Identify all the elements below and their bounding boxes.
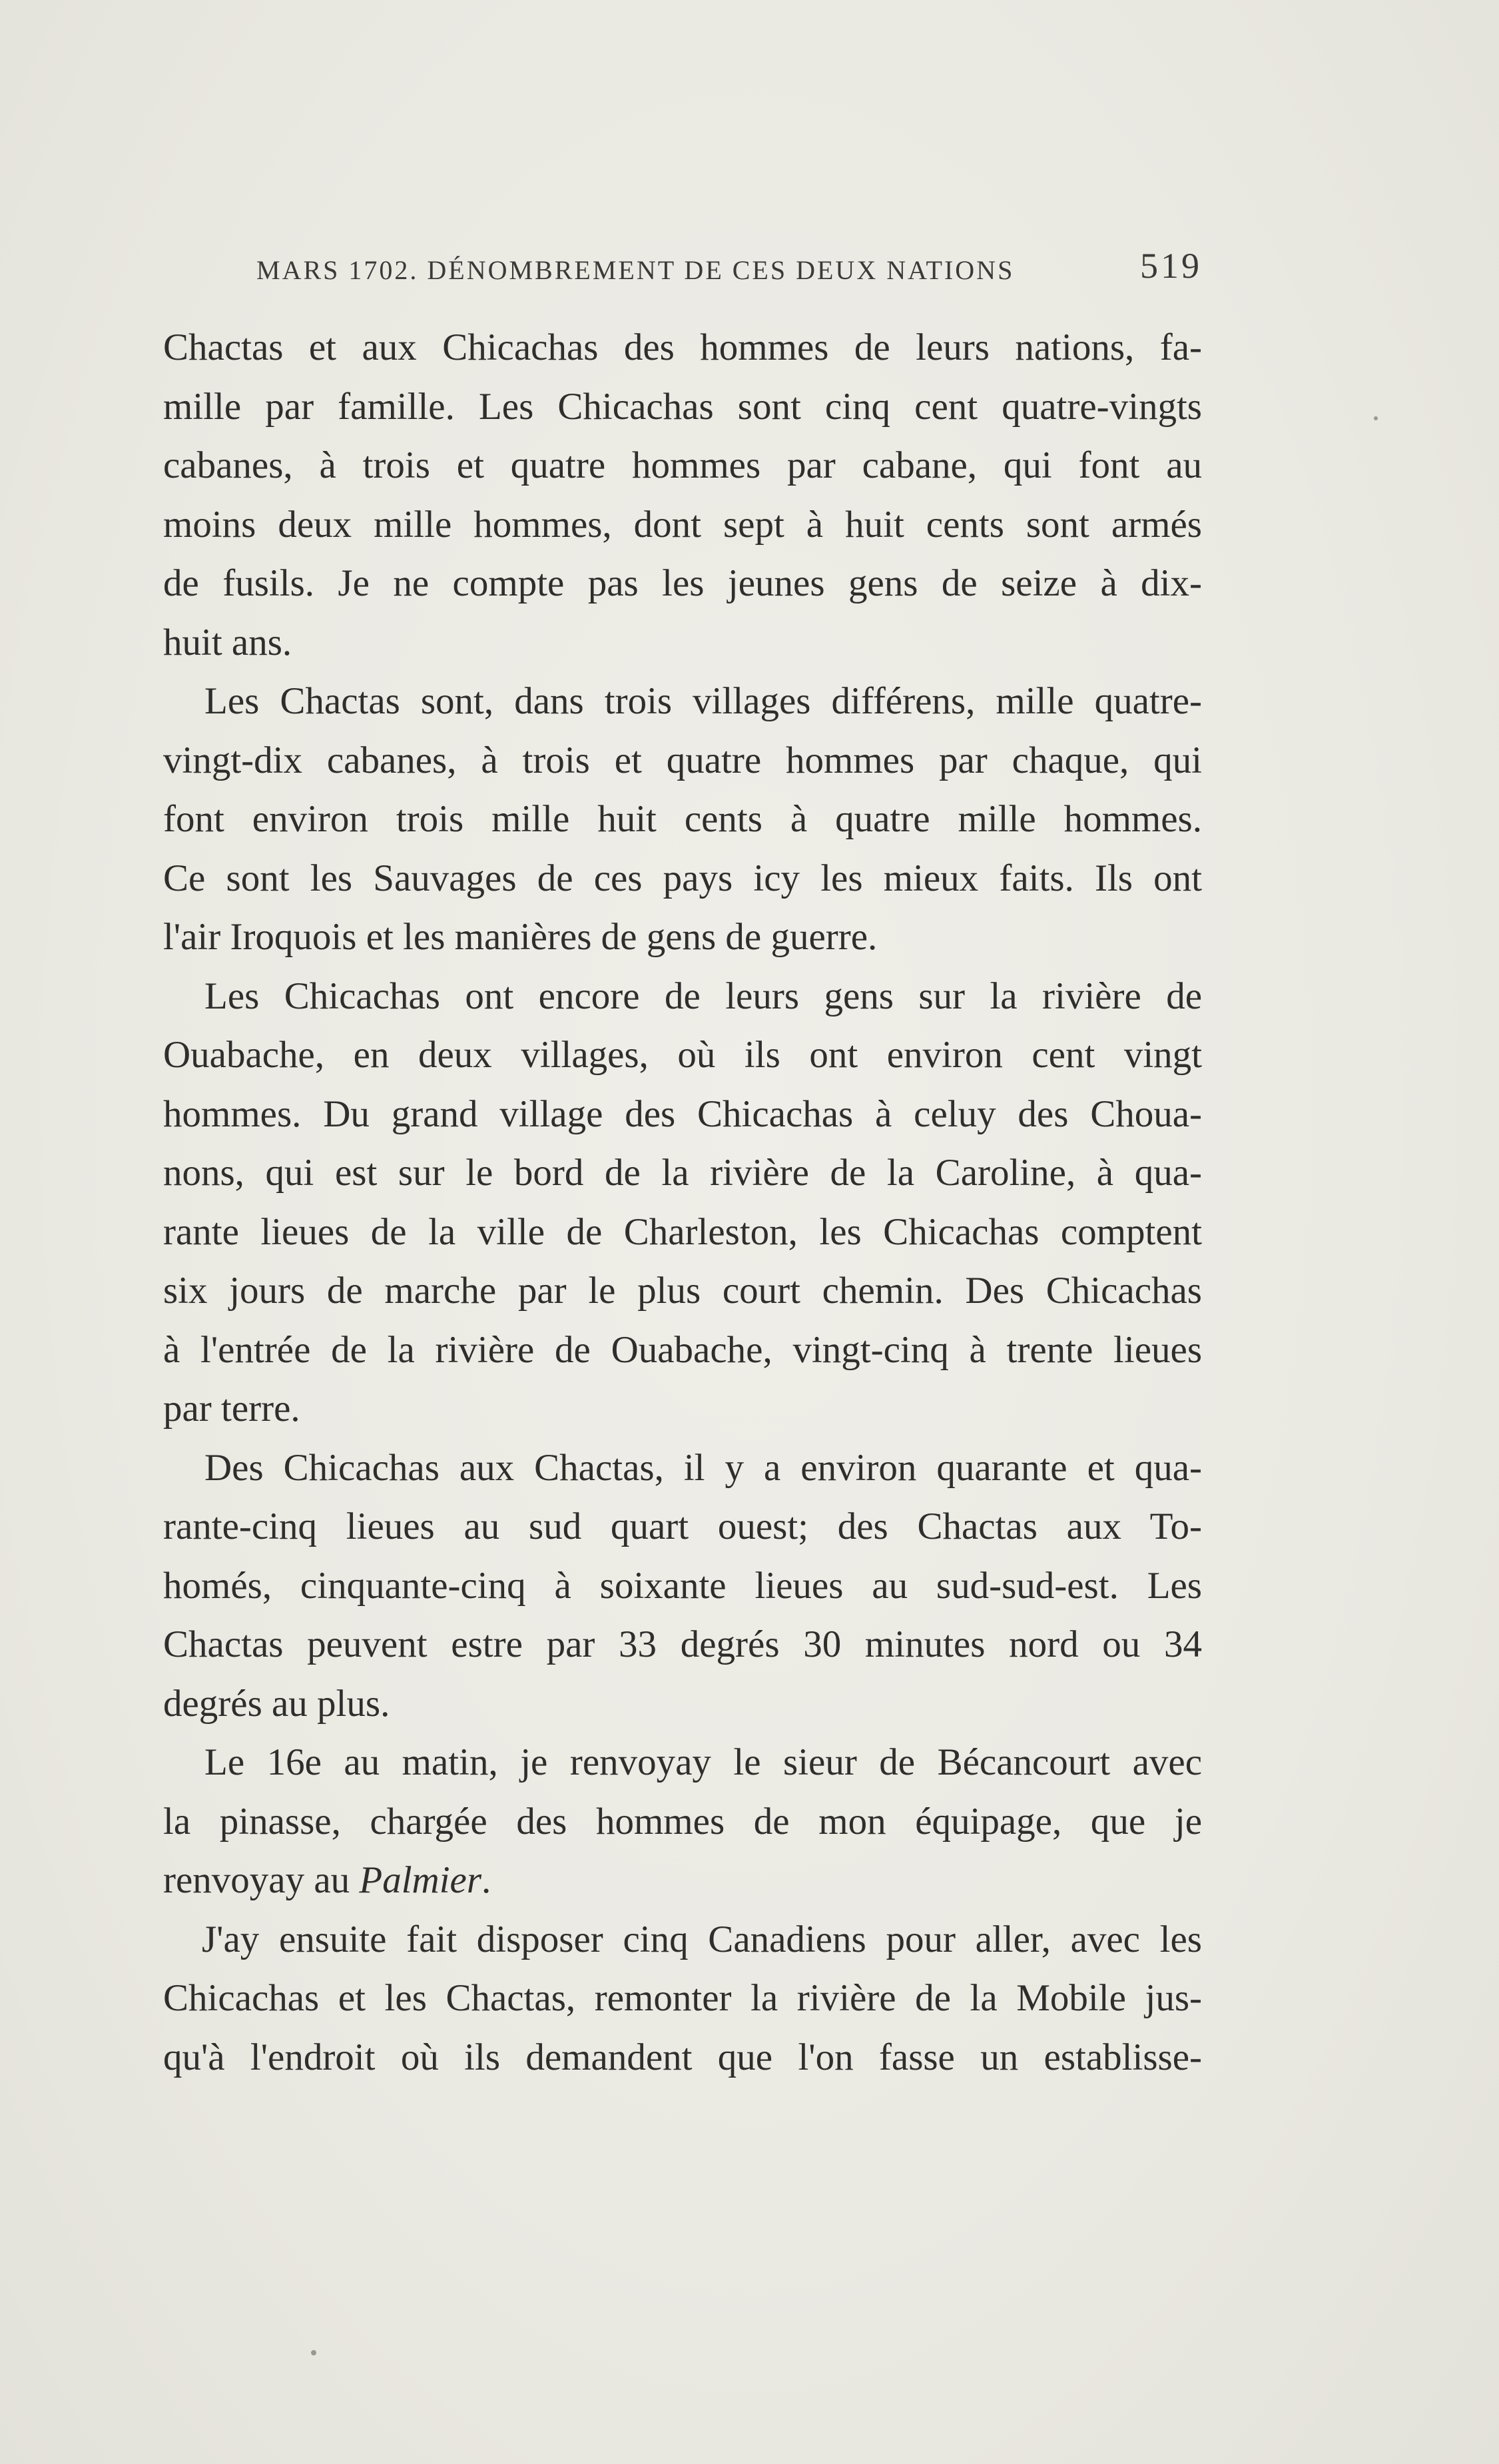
running-head (256, 245, 1202, 292)
paragraph (163, 967, 1202, 1439)
paper-speck (311, 2350, 316, 2355)
text-line: la pinasse, chargée des hommes de mon équipage, que je (163, 1800, 1202, 1843)
text-line: Chicachas et les Chactas, remonter la rivière de la Mobile jus- (163, 1977, 1202, 2019)
text-line: Le 16e au matin, je renvoyay le sieur de Bécancourt avec (204, 1741, 1202, 1783)
text-line: moins deux mille hommes, dont sept à huit cents sont armés (163, 503, 1202, 546)
text-line (163, 1851, 1202, 1910)
body-text (163, 318, 1202, 2087)
text-line: rante-cinq lieues au sud quart ouest; des Chactas aux To- (163, 1505, 1202, 1547)
text-line: l'air Iroquois et les manières de gens de guerre. (163, 916, 878, 958)
page-number: 519 (1140, 246, 1202, 286)
text-line: mille par famille. Les Chicachas sont cinq cent quatre-vingts (163, 385, 1202, 428)
text-line: Chactas et aux Chicachas des hommes de leurs nations, fa- (163, 326, 1202, 368)
paper-speck (1374, 416, 1378, 420)
text-line: Ce sont les Sauvages de ces pays icy les mieux faits. Ils ont (163, 857, 1202, 899)
text-line: Chactas peuvent estre par 33 degrés 30 minutes nord ou 34 (163, 1623, 1202, 1665)
text-line-end: . (481, 1859, 491, 1901)
text-line: homés, cinquante-cinq à soixante lieues au sud-sud-est. Les (163, 1564, 1202, 1607)
paragraph (163, 1733, 1202, 1910)
text-line: Des Chicachas aux Chactas, il y a environ quarante et qua- (204, 1446, 1202, 1489)
text-line: par terre. (163, 1388, 300, 1430)
text-line: Les Chactas sont, dans trois villages différens, mille quatre- (204, 680, 1202, 722)
text-line: vingt-dix cabanes, à trois et quatre hommes par chaque, qui (163, 739, 1202, 781)
paragraph (163, 318, 1202, 672)
text-line: de fusils. Je ne compte pas les jeunes gens de seize à dix- (163, 562, 1202, 604)
text-line: six jours de marche par le plus court chemin. Des Chicachas (163, 1270, 1202, 1312)
text-line: à l'entrée de la rivière de Ouabache, vingt-cinq à trente lieues (163, 1328, 1202, 1371)
text-line: huit ans. (163, 621, 292, 663)
paragraph (163, 672, 1202, 967)
text-line: Les Chicachas ont encore de leurs gens sur la rivière de (204, 975, 1202, 1017)
text-line: nons, qui est sur le bord de la rivière de la Caroline, à qua- (163, 1152, 1202, 1194)
text-line: hommes. Du grand village des Chicachas à celuy des Choua- (163, 1092, 1202, 1135)
text-line: degrés au plus. (163, 1682, 390, 1725)
text-line: Ouabache, en deux villages, où ils ont environ cent vingt (163, 1034, 1202, 1076)
running-head-title: MARS 1702. DÉNOMBREMENT DE CES DEUX NATIONS (256, 255, 1015, 285)
text-line: cabanes, à trois et quatre hommes par cabane, qui font au (163, 444, 1202, 486)
ship-name: Palmier (359, 1859, 482, 1901)
text-line: J'ay ensuite fait disposer cinq Canadiens pour aller, avec les (202, 1918, 1202, 1960)
text-line: rante lieues de la ville de Charleston, les Chicachas comptent (163, 1210, 1202, 1253)
text-line: font environ trois mille huit cents à quatre mille hommes. (163, 798, 1202, 840)
text-line-start: renvoyay au (163, 1859, 360, 1901)
paragraph (163, 1910, 1202, 2088)
paragraph (163, 1439, 1202, 1734)
text-line: qu'à l'endroit où ils demandent que l'on fasse un establisse- (163, 2036, 1202, 2078)
